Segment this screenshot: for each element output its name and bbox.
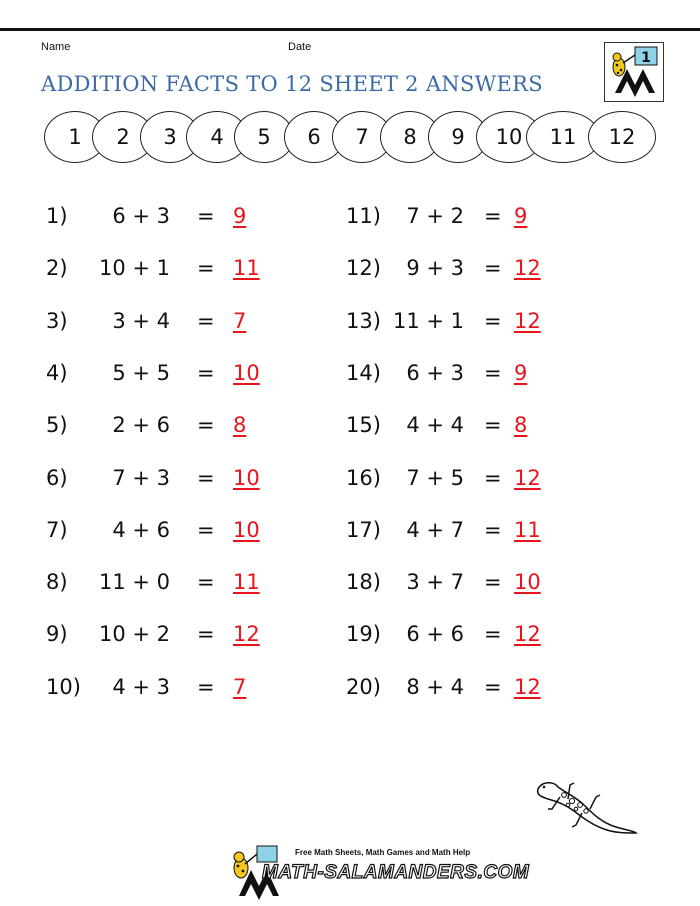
number-line-bubble: 7 xyxy=(332,111,392,163)
problem-row xyxy=(46,204,286,238)
problem-expression: 10 + 2 xyxy=(98,622,170,646)
problem-equals: = xyxy=(484,570,502,594)
problem-answer: 12 xyxy=(514,256,541,280)
problem-equals: = xyxy=(484,675,502,699)
problem-row xyxy=(346,518,586,552)
problem-expression: 4 + 7 xyxy=(406,518,464,542)
problem-row xyxy=(346,309,586,343)
problem-row xyxy=(346,466,586,500)
problem-answer: 12 xyxy=(514,675,541,699)
problem-answer: 10 xyxy=(514,570,541,594)
name-label: Name xyxy=(41,41,71,53)
problem-expression: 3 + 7 xyxy=(406,570,464,594)
problem-row xyxy=(46,413,286,447)
problem-equals: = xyxy=(484,204,502,228)
date-label: Date xyxy=(288,41,312,53)
problem-number: 18) xyxy=(346,570,381,594)
problem-row xyxy=(46,466,286,500)
problem-expression: 5 + 5 xyxy=(112,361,170,385)
number-line-bubble: 10 xyxy=(476,111,542,163)
problem-expression: 6 + 3 xyxy=(406,361,464,385)
problem-equals: = xyxy=(197,518,215,542)
problem-answer: 9 xyxy=(514,204,528,228)
number-line-bubble: 9 xyxy=(428,111,488,163)
problem-number: 10) xyxy=(46,675,81,699)
problem-expression: 4 + 6 xyxy=(112,518,170,542)
number-line xyxy=(40,108,660,168)
number-line-bubble: 1 xyxy=(44,111,106,163)
problem-row xyxy=(46,361,286,395)
logo-badge-number: 1 xyxy=(641,50,651,66)
problem-equals: = xyxy=(484,466,502,490)
number-line-bubble: 3 xyxy=(140,111,200,163)
problem-expression: 6 + 6 xyxy=(406,622,464,646)
problem-expression: 7 + 5 xyxy=(406,466,464,490)
problem-answer: 8 xyxy=(514,413,528,437)
problem-answer: 12 xyxy=(514,466,541,490)
problem-answer: 9 xyxy=(514,361,528,385)
number-line-bubble: 5 xyxy=(234,111,294,163)
problem-expression: 9 + 3 xyxy=(406,256,464,280)
problem-equals: = xyxy=(197,675,215,699)
problem-expression: 11 + 0 xyxy=(98,570,170,594)
problem-answer: 12 xyxy=(233,622,260,646)
problem-expression: 6 + 3 xyxy=(112,204,170,228)
problem-number: 15) xyxy=(346,413,381,437)
problem-equals: = xyxy=(197,361,215,385)
problem-row xyxy=(46,256,286,290)
problem-equals: = xyxy=(484,413,502,437)
problem-number: 13) xyxy=(346,309,381,333)
problem-expression: 10 + 1 xyxy=(98,256,170,280)
problem-row xyxy=(46,675,286,709)
problem-number: 8) xyxy=(46,570,68,594)
top-rule xyxy=(0,28,700,31)
problem-equals: = xyxy=(484,361,502,385)
problem-equals: = xyxy=(197,466,215,490)
problem-answer: 12 xyxy=(514,309,541,333)
problem-equals: = xyxy=(197,256,215,280)
problem-answer: 7 xyxy=(233,675,247,699)
problem-equals: = xyxy=(197,413,215,437)
problem-expression: 7 + 3 xyxy=(112,466,170,490)
problem-number: 3) xyxy=(46,309,68,333)
problem-equals: = xyxy=(484,256,502,280)
footer-tagline: Free Math Sheets, Math Games and Math Help xyxy=(295,848,471,857)
problem-row xyxy=(346,204,586,238)
number-line-bubble: 2 xyxy=(92,111,154,163)
problem-number: 16) xyxy=(346,466,381,490)
problem-answer: 11 xyxy=(233,256,260,280)
number-line-bubble: 6 xyxy=(284,111,344,163)
problem-row xyxy=(46,622,286,656)
problem-equals: = xyxy=(197,622,215,646)
problem-number: 2) xyxy=(46,256,68,280)
problem-equals: = xyxy=(484,309,502,333)
problem-number: 11) xyxy=(346,204,381,228)
problem-number: 1) xyxy=(46,204,68,228)
problem-answer: 12 xyxy=(514,622,541,646)
problem-answer: 9 xyxy=(233,204,247,228)
problem-answer: 10 xyxy=(233,518,260,542)
problem-equals: = xyxy=(484,622,502,646)
problem-expression: 4 + 4 xyxy=(406,413,464,437)
problem-row xyxy=(46,570,286,604)
problem-row xyxy=(346,256,586,290)
problem-number: 6) xyxy=(46,466,68,490)
problem-number: 19) xyxy=(346,622,381,646)
problem-row xyxy=(346,570,586,604)
problem-number: 4) xyxy=(46,361,68,385)
page-title: ADDITION FACTS TO 12 SHEET 2 ANSWERS xyxy=(41,72,543,96)
problem-number: 7) xyxy=(46,518,68,542)
problem-row xyxy=(346,413,586,447)
problem-expression: 11 + 1 xyxy=(392,309,464,333)
number-line-bubble: 12 xyxy=(588,111,656,163)
problem-number: 9) xyxy=(46,622,68,646)
salamander-icon xyxy=(530,775,640,840)
problem-expression: 7 + 2 xyxy=(406,204,464,228)
problem-number: 14) xyxy=(346,361,381,385)
footer-site: MATH-SALAMANDERS.COM xyxy=(262,862,530,883)
problem-answer: 7 xyxy=(233,309,247,333)
problem-answer: 10 xyxy=(233,361,260,385)
problem-equals: = xyxy=(484,518,502,542)
problem-expression: 2 + 6 xyxy=(112,413,170,437)
problem-number: 12) xyxy=(346,256,381,280)
problem-row xyxy=(346,622,586,656)
problem-expression: 4 + 3 xyxy=(112,675,170,699)
problem-answer: 8 xyxy=(233,413,247,437)
problem-number: 5) xyxy=(46,413,68,437)
problem-number: 17) xyxy=(346,518,381,542)
salamander-logo-icon xyxy=(604,42,664,102)
problem-equals: = xyxy=(197,204,215,228)
problem-answer: 10 xyxy=(233,466,260,490)
problem-equals: = xyxy=(197,309,215,333)
problem-number: 20) xyxy=(346,675,381,699)
problem-expression: 3 + 4 xyxy=(112,309,170,333)
number-line-bubble: 4 xyxy=(186,111,248,163)
problem-row xyxy=(46,518,286,552)
problem-row xyxy=(46,309,286,343)
problem-equals: = xyxy=(197,570,215,594)
number-line-bubble: 8 xyxy=(380,111,440,163)
problem-answer: 11 xyxy=(233,570,260,594)
problem-expression: 8 + 4 xyxy=(406,675,464,699)
problem-row xyxy=(346,361,586,395)
problem-answer: 11 xyxy=(514,518,541,542)
problem-row xyxy=(346,675,586,709)
number-line-bubble: 11 xyxy=(526,111,600,163)
